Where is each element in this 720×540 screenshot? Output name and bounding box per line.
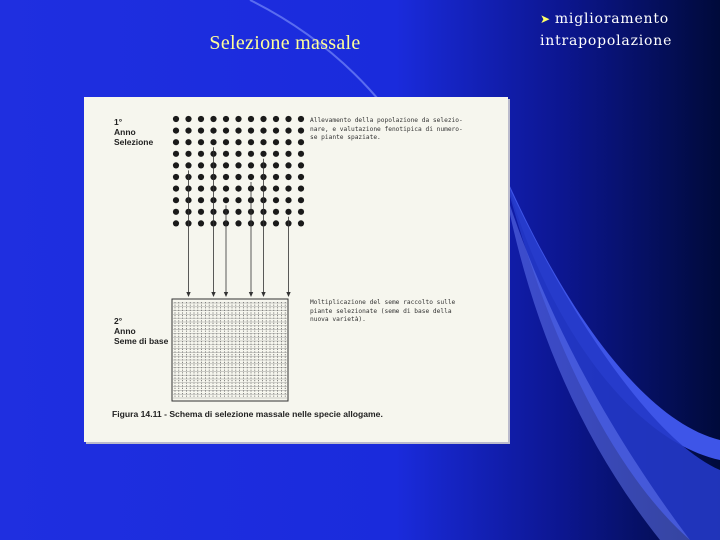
desc2-line2: piante selezionate (seme di base della	[310, 307, 452, 315]
year1-anno: Anno	[114, 127, 136, 137]
plant-dot	[285, 209, 291, 215]
bullet-point	[540, 8, 720, 52]
plant-dot	[298, 128, 304, 134]
plant-dot	[198, 116, 204, 122]
plant-dot	[273, 151, 279, 157]
plant-dot	[248, 139, 254, 145]
plant-dot	[285, 174, 291, 180]
plant-dot	[298, 186, 304, 192]
plant-dot	[260, 139, 266, 145]
plant-dot	[198, 139, 204, 145]
plant-dot	[298, 220, 304, 226]
plant-dot	[298, 116, 304, 122]
plant-dot	[260, 116, 266, 122]
selection-arrowhead	[186, 292, 190, 297]
plant-dot	[198, 128, 204, 134]
desc1-line1: Allevamento della popolazione da selezio-	[310, 117, 463, 124]
plant-dot	[285, 139, 291, 145]
plant-dot	[198, 162, 204, 168]
plant-dot	[285, 128, 291, 134]
plant-dot	[273, 162, 279, 168]
plant-dot	[248, 151, 254, 157]
selection-arrowhead	[211, 292, 215, 297]
plant-dot	[273, 139, 279, 145]
desc2-line1: Moltiplicazione del seme raccolto sulle	[310, 299, 456, 306]
description-year1	[310, 117, 490, 143]
plant-dot	[223, 116, 229, 122]
plant-dot	[173, 116, 179, 122]
plant-dot	[185, 128, 191, 134]
plant-dot	[173, 220, 179, 226]
figure-caption: Figura 14.11 - Schema di selezione massale nelle specie allogame.	[112, 409, 383, 419]
plant-dot	[235, 174, 241, 180]
plant-dot	[235, 186, 241, 192]
arrow-right-icon: ➤	[540, 12, 551, 26]
selection-arrowhead	[286, 292, 290, 297]
plant-dot	[173, 197, 179, 203]
plant-dot	[298, 139, 304, 145]
plant-dot	[235, 197, 241, 203]
plant-dot	[235, 209, 241, 215]
plant-dot	[210, 116, 216, 122]
plant-dot	[298, 162, 304, 168]
plant-dot	[285, 197, 291, 203]
plant-dot	[173, 162, 179, 168]
selection-arrowhead	[261, 292, 265, 297]
plant-dot	[248, 116, 254, 122]
plant-dot	[198, 174, 204, 180]
plant-dot	[298, 209, 304, 215]
plant-dot	[223, 162, 229, 168]
plant-dot	[185, 116, 191, 122]
plant-dot	[298, 151, 304, 157]
plant-dot	[223, 186, 229, 192]
plant-dot	[273, 220, 279, 226]
plant-dot	[223, 139, 229, 145]
plant-dot	[273, 186, 279, 192]
plant-dot	[285, 151, 291, 157]
plant-dot	[173, 209, 179, 215]
desc2-line3: nuova varietà).	[310, 316, 366, 323]
plant-dot	[260, 151, 266, 157]
plant-dot	[198, 186, 204, 192]
year2-ordinal: 2°	[114, 316, 123, 326]
plant-dot	[173, 174, 179, 180]
bullet-text-2: intrapopolazione	[540, 33, 673, 49]
plant-dot	[248, 162, 254, 168]
plant-dot	[298, 174, 304, 180]
plant-dot	[248, 174, 254, 180]
year1-label	[114, 117, 153, 147]
plant-dot	[235, 139, 241, 145]
bullet-line-1	[540, 8, 720, 30]
plant-dot	[235, 151, 241, 157]
year2-seme-di-base: Seme di base	[114, 336, 169, 346]
plant-dot	[185, 139, 191, 145]
plant-dot	[298, 197, 304, 203]
plant-dot	[273, 209, 279, 215]
plant-dot	[273, 128, 279, 134]
plant-dot	[173, 151, 179, 157]
plant-dot	[248, 128, 254, 134]
plant-dot	[235, 128, 241, 134]
year2-label	[114, 316, 168, 346]
plant-dot	[173, 186, 179, 192]
plant-dot	[198, 209, 204, 215]
plant-dot	[185, 162, 191, 168]
plant-dot	[198, 197, 204, 203]
bullet-text-1: miglioramento	[554, 11, 670, 27]
plant-dot	[235, 162, 241, 168]
slide-title: Selezione massale	[209, 32, 361, 54]
plant-dot	[185, 151, 191, 157]
plant-dot	[173, 139, 179, 145]
plant-dot	[235, 220, 241, 226]
plant-dot	[273, 116, 279, 122]
selection-arrowhead	[224, 292, 228, 297]
plant-dot	[273, 197, 279, 203]
plant-dot	[223, 197, 229, 203]
desc1-line3: se piante spaziate.	[310, 134, 381, 141]
plant-dot	[223, 128, 229, 134]
plant-dot	[235, 116, 241, 122]
plant-dot	[210, 128, 216, 134]
plant-dot	[223, 174, 229, 180]
year1-selezione: Selezione	[114, 137, 154, 147]
plant-dot	[198, 220, 204, 226]
year1-ordinal: 1°	[114, 117, 123, 127]
selection-arrowhead	[249, 292, 253, 297]
plant-dot	[198, 151, 204, 157]
plant-dot	[260, 128, 266, 134]
desc1-line2: nare, e valutazione fenotipica di numero-	[310, 125, 463, 133]
plant-dot	[210, 139, 216, 145]
plant-dot	[273, 174, 279, 180]
plant-dot	[223, 151, 229, 157]
plant-dot	[285, 116, 291, 122]
selection-scheme-diagram	[84, 97, 508, 442]
description-year2	[310, 299, 490, 325]
plant-dot	[285, 162, 291, 168]
year2-anno: Anno	[114, 326, 136, 336]
figure-image	[84, 97, 508, 442]
plant-dot	[285, 186, 291, 192]
plant-dot	[173, 128, 179, 134]
